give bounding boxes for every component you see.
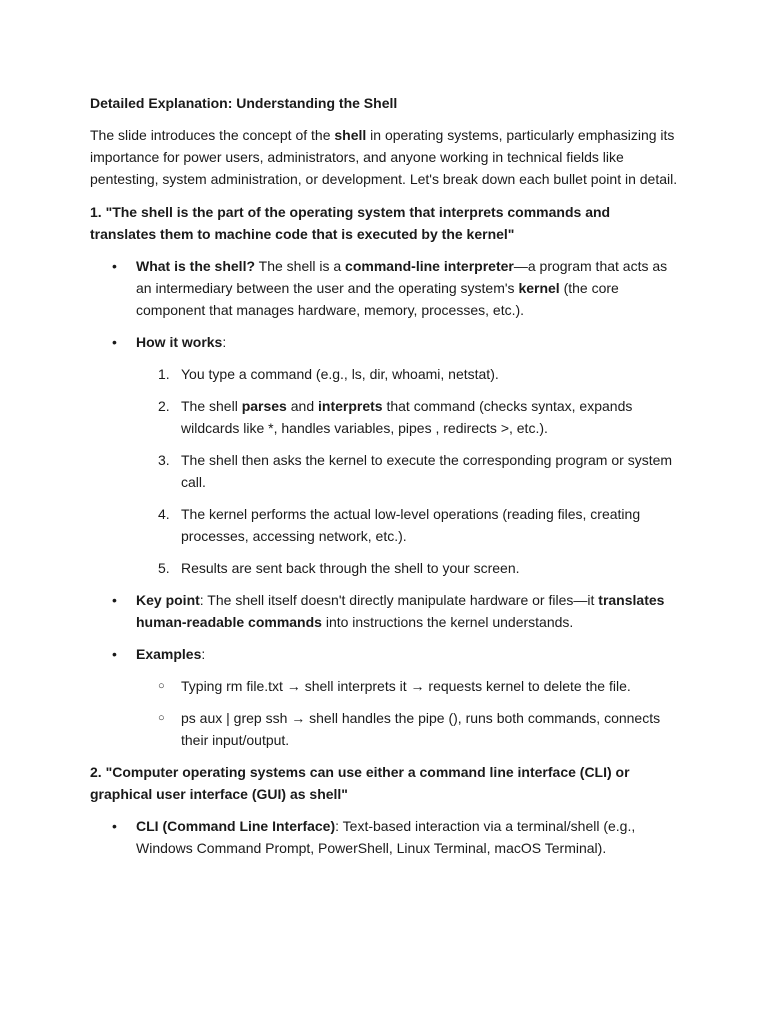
intro-paragraph [90,124,680,190]
examples-list [136,675,680,751]
step-text: You type a command (e.g., ls, dir, whoami, netstat). [181,366,499,382]
bullet-cli [90,815,680,859]
step-text: The kernel performs the actual low-level operations (reading files, creating processes, accessing network, etc.). [181,506,641,544]
examples-colon: : [201,646,206,662]
example-item [136,707,680,751]
bullet-icon: • [112,258,117,274]
step-number: 3. [158,452,170,468]
step-number: 1. [158,366,170,382]
document-heading: Detailed Explanation: Understanding the Shell [90,95,398,111]
intro-text-c: in operating systems, particularly emphasizing its importance for power users, administrators, and anyone working in technical fields like pentesting, system administration, or development. Let's break down each bullet point in detail. [90,127,678,187]
step-item [136,449,680,493]
key-text-2: into instructions the kernel understands. [321,614,574,630]
step-item [136,503,680,547]
how-colon: : [222,334,227,350]
step-bold-interprets: interprets [318,398,383,414]
key-label: Key point [136,592,200,608]
document-page [90,92,680,869]
examples-label: Examples [136,646,202,662]
bullet-key-point [90,589,680,633]
step-item [136,557,680,579]
bullet-icon: • [112,592,117,608]
step-bold-parses: parses [241,398,287,414]
section-1-title: 1. "The shell is the part of the operating system that interprets commands and translates them to machine code that is executed by the kernel" [90,204,611,242]
step-number: 2. [158,398,170,414]
step-item [136,395,680,439]
section-2-title: 2. "Computer operating systems can use either a command line interface (CLI) or graphical user interface (GUI) as shell" [90,764,630,802]
step-text: The shell [181,398,242,414]
intro-bold-shell: shell [334,127,367,143]
step-number: 4. [158,506,170,522]
what-bold-1: command-line interpreter [345,258,514,274]
how-label: How it works [136,334,223,350]
step-text: The shell then asks the kernel to execute the corresponding program or system call. [181,452,673,490]
step-item [136,363,680,385]
section-1-bullets [90,255,680,751]
how-steps-list [136,363,680,579]
circle-bullet-icon: ○ [158,712,165,724]
key-text-1: : The shell itself doesn't directly manipulate hardware or files—it [199,592,599,608]
step-text: Results are sent back through the shell to your screen. [181,560,520,576]
bullet-icon: • [112,646,117,662]
key-bold-1: translates human-readable commands [136,592,665,630]
what-label: What is the shell? [136,258,256,274]
bullet-how-it-works [90,331,680,579]
step-number: 5. [158,560,170,576]
what-text-2: —a program that acts as an intermediary between the user and the operating system's [136,258,668,296]
intro-text-a: The slide introduces the concept of the [90,127,335,143]
step-text: and [286,398,318,414]
cli-text: : Text-based interaction via a terminal/shell (e.g., Windows Command Prompt, PowerShell, Linux Terminal, macOS Terminal). [136,818,636,856]
bullet-what-is-shell [90,255,680,321]
step-text: that command (checks syntax, expands wildcards like *, handles variables, pipes , redirects >, etc.). [181,398,633,436]
example-text: Typing rm file.txt → shell interprets it → requests kernel to delete the file. [181,678,631,694]
example-item [136,675,680,697]
circle-bullet-icon: ○ [158,680,165,692]
what-bold-kernel: kernel [518,280,560,296]
what-text-1: The shell is a [255,258,346,274]
cli-label: CLI (Command Line Interface) [136,818,336,834]
what-text-3: (the core component that manages hardware, memory, processes, etc.). [136,280,619,318]
bullet-icon: • [112,334,117,350]
section-2-bullets [90,815,680,859]
bullet-examples [90,643,680,751]
example-text: ps aux | grep ssh → shell handles the pipe (), runs both commands, connects their input/output. [181,710,661,748]
bullet-icon: • [112,818,117,834]
